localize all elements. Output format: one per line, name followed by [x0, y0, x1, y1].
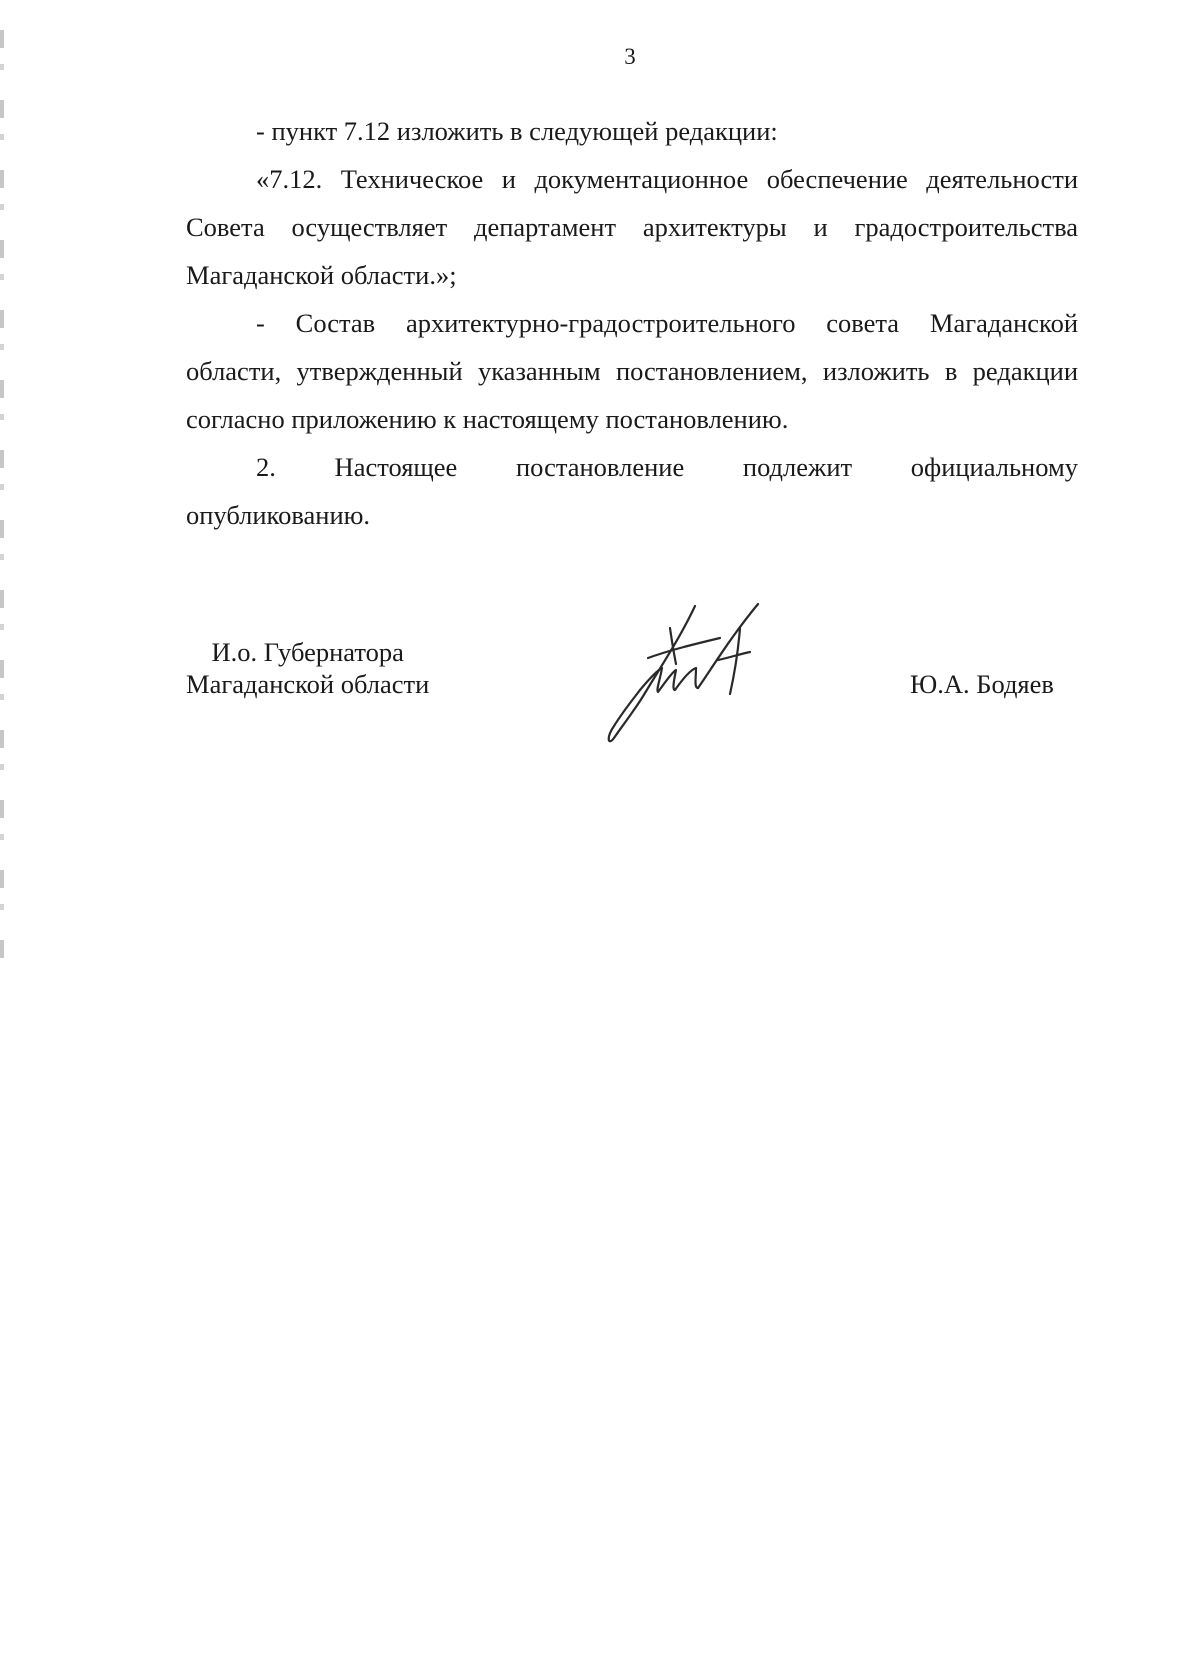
paragraph-item-7-12-intro: - пункт 7.12 изложить в следующей редакции: — [256, 116, 778, 146]
page-number: 3 — [624, 44, 636, 69]
signatory-title-line1: И.о. Губернатора — [211, 637, 404, 667]
signatory-position — [186, 636, 429, 700]
paragraph-council-composition: - Состав архитектурно-градостроительного совета Магаданской области, утвержденный указанным постановлением, изложить в редакции согласно приложению к настоящему постановлению. — [186, 308, 1078, 434]
handwritten-signature — [600, 598, 830, 748]
paragraph-publication-line2: опубликованию. — [186, 500, 371, 530]
signatory-title-line2: Магаданской области — [186, 669, 430, 699]
paragraph-publication-line1: 2. Настоящее постановление подлежит официальному — [256, 452, 1078, 482]
paragraph-item-7-12-text: «7.12. Техническое и документационное обеспечение деятельности Совета осуществляет департамент архитектуры и градостроительства Магаданской области.»; — [186, 164, 1078, 290]
scan-edge-artifact — [0, 30, 4, 960]
document-body — [186, 107, 1078, 539]
signer-name: Ю.А. Бодяев — [910, 669, 1054, 699]
